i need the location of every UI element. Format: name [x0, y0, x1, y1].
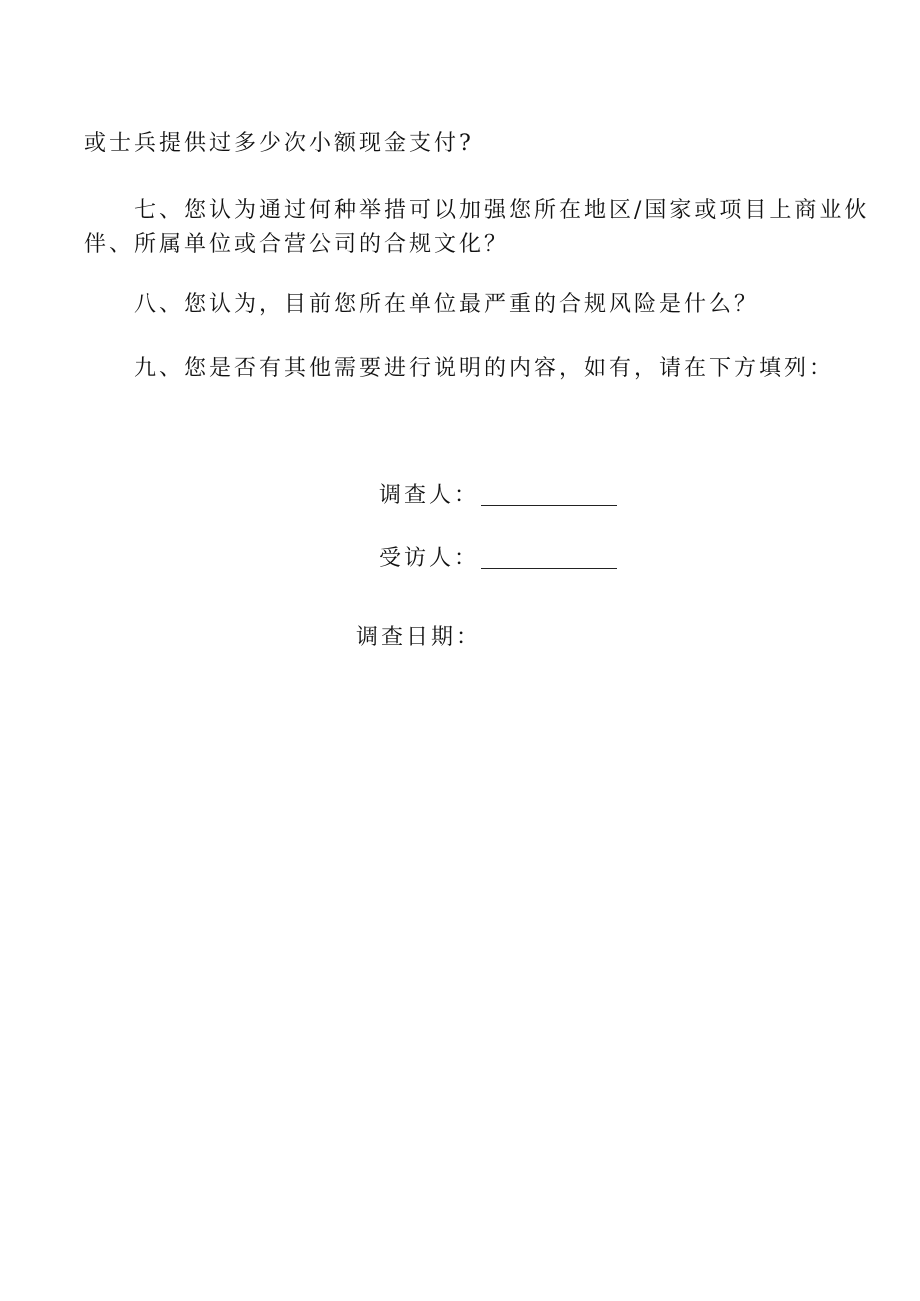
survey-date-field — [356, 620, 481, 656]
interviewee-field — [379, 541, 617, 577]
interviewee-blank-line — [481, 550, 617, 569]
interviewee-label: 受访人： — [379, 546, 480, 571]
investigator-field — [379, 478, 617, 514]
survey-date-label: 调查日期： — [356, 625, 482, 650]
investigator-blank-line — [481, 487, 617, 506]
question-seven-line-2: 伴、所属单位或合营公司的合规文化？ — [84, 232, 510, 257]
question-seven-line-1: 七、您认为通过何种举措可以加强您所在地区/国家或项目上商业伙 — [134, 198, 870, 223]
question-nine: 九、您是否有其他需要进行说明的内容，如有，请在下方填列： — [134, 356, 835, 381]
question-eight: 八、您认为，目前您所在单位最严重的合规风险是什么？ — [134, 292, 760, 317]
paragraph-continuation: 或士兵提供过多少次小额现金支付? — [84, 131, 474, 156]
investigator-label: 调查人： — [379, 483, 480, 508]
